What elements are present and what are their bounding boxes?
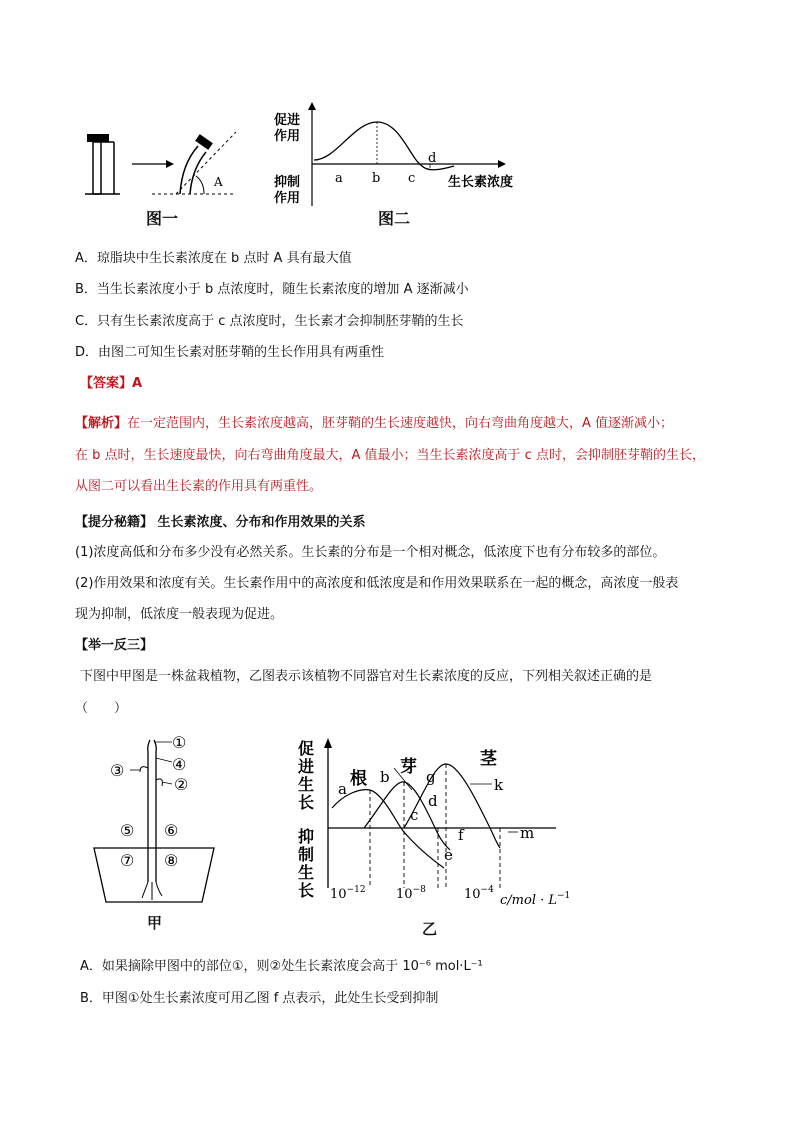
x-unit: $c/mol \cdot L^{-1}$ (500, 891, 571, 908)
x-tick-3: $10^{-4}$ (464, 885, 494, 902)
marker-5: ⑤ (120, 821, 135, 840)
q1-option-b: B．当生长素浓度小于 b 点浓度时，随生长素浓度的增加 A 逐渐减小 (75, 282, 469, 297)
q2-option-a: A．如果摘除甲图中的部位①，则②处生长素浓度会高于 10⁻⁶ mol·L⁻¹ (80, 959, 483, 974)
point-c: c (410, 806, 419, 824)
tips-paragraph-1: (1)浓度高低和分布多少没有必然关系。生长素的分布是一个相对概念，低浓度下也有分布较多的部位。 (75, 545, 666, 560)
point-e: e (444, 846, 453, 864)
answer-label: 【答案】 (80, 376, 133, 391)
y-promote-4: 长 (298, 793, 315, 812)
y-inhibit-label-2: 作用 (274, 191, 301, 206)
y-inhibit-1: 抑 (298, 827, 315, 846)
y-inhibit-3: 生 (298, 863, 315, 882)
point-a: a (338, 780, 347, 798)
example-stem-line-1: 下图中甲图是一株盆栽植物，乙图表示该植物不同器官对生长素浓度的反应，下列相关叙述正确的是 (80, 669, 653, 684)
figure-yi-chart (294, 738, 594, 918)
point-f: f (458, 826, 464, 844)
point-g: g (426, 768, 436, 786)
answer (80, 372, 142, 391)
figure-one-caption: 图一 (146, 209, 179, 228)
point-d: d (428, 792, 438, 810)
example-label: 【举一反三】 (75, 638, 154, 653)
marker-7: ⑦ (120, 851, 135, 870)
q2-option-b: B．甲图①处生长素浓度可用乙图 f 点表示，此处生长受到抑制 (80, 991, 439, 1006)
analysis-line-3: 从图二可以看出生长素的作用具有两重性。 (75, 479, 323, 494)
label-root: 根 (350, 769, 367, 789)
point-a: a (335, 171, 343, 186)
angle-label: A (214, 175, 223, 189)
answer-value: A (132, 376, 143, 391)
y-inhibit-4: 长 (298, 881, 315, 900)
y-promote-label-2: 作用 (274, 129, 301, 144)
point-c: c (408, 171, 416, 186)
label-bud: 芽 (400, 757, 417, 777)
marker-6: ⑥ (164, 821, 179, 840)
y-promote-1: 促 (298, 739, 315, 758)
marker-2: ② (174, 775, 189, 794)
analysis-label: 【解析】 (75, 416, 128, 431)
x-tick-1: $10^{-12}$ (330, 885, 366, 902)
figure-jia-plant (90, 732, 220, 908)
figure-yi-caption: 乙 (422, 920, 438, 938)
point-k: k (494, 776, 504, 794)
figure-two (270, 102, 540, 212)
figure-two-caption: 图二 (378, 209, 411, 228)
analysis-text-1: 在一定范围内，生长素浓度越高，胚芽鞘的生长速度越快，向右弯曲角度越大，A 值逐渐减小； (127, 416, 674, 431)
y-inhibit-label-1: 抑制 (274, 175, 301, 190)
analysis-line-1 (75, 412, 673, 431)
point-b: b (372, 171, 381, 186)
point-m: m (520, 824, 535, 842)
tips-paragraph-2-line-1: (2)作用效果和浓度有关。生长素作用中的高浓度和低浓度是和作用效果联系在一起的概念，高浓度一般表 (75, 576, 679, 591)
y-inhibit-2: 制 (298, 845, 315, 864)
point-b: b (380, 768, 390, 786)
y-promote-2: 进 (298, 757, 315, 776)
y-promote-3: 生 (298, 775, 315, 794)
q1-option-c: C．只有生长素浓度高于 c 点浓度时，生长素才会抑制胚芽鞘的生长 (75, 314, 464, 329)
q1-option-d: D．由图二可知生长素对胚芽鞘的生长作用具有两重性 (75, 345, 385, 360)
example-stem-line-2: （ ） (75, 701, 128, 716)
x-tick-2: $10^{-8}$ (396, 885, 426, 902)
tips-title-text: 生长素浓度、分布和作用效果的关系 (153, 515, 366, 530)
analysis-line-2: 在 b 点时，生长速度最快，向右弯曲角度最大，A 值最小；当生长素浓度高于 c 点时，会抑制胚芽鞘的生长， (75, 448, 705, 463)
tips-paragraph-2-line-2: 现为抑制，低浓度一般表现为促进。 (75, 607, 284, 622)
figure-jia-caption: 甲 (147, 914, 163, 932)
marker-3: ③ (110, 761, 125, 780)
coleoptile-straight (93, 142, 101, 194)
tips-label: 【提分秘籍】 (75, 515, 154, 530)
marker-8: ⑧ (164, 851, 179, 870)
agar-block (87, 134, 109, 142)
y-promote-label-1: 促进 (274, 113, 301, 128)
x-axis-label: 生长素浓度 (448, 175, 514, 190)
marker-4: ④ (172, 755, 187, 774)
tips-title (75, 511, 366, 530)
point-d: d (428, 151, 437, 166)
label-stem: 茎 (480, 749, 497, 769)
marker-1: ① (172, 733, 187, 752)
q1-option-a: A．琼脂块中生长素浓度在 b 点时 A 具有最大值 (75, 251, 352, 266)
